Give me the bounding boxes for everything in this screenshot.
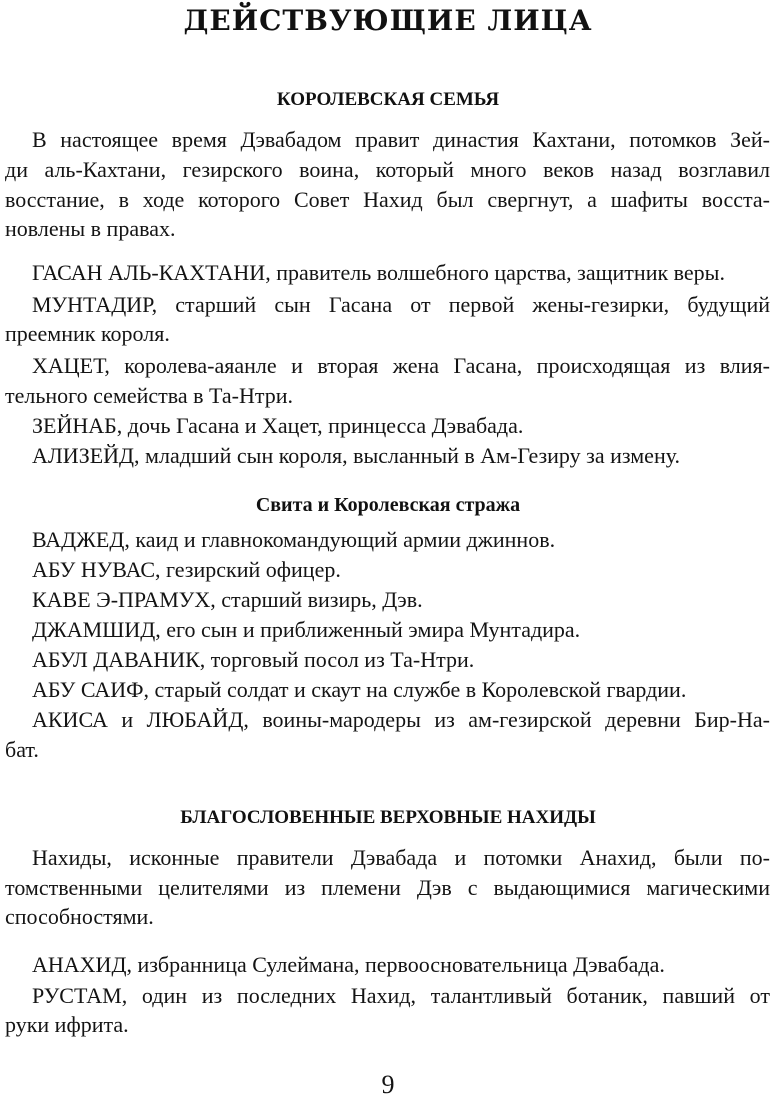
entry-line: руки ифрита. [5,1012,129,1037]
section-heading-royal-family: КОРОЛЕВСКАЯ СЕМЬЯ [276,89,500,110]
section-heading-retinue: Свита и Королевская стража [255,494,521,516]
entry-line: ХАЦЕТ, королева-аяанле и вторая жена Гасана, происходящая из влия- [32,353,770,378]
intro-line: восстание, в ходе которого Совет Нахид был свергнут, а шафиты восста- [5,187,770,212]
entry-line: МУНТАДИР, старший сын Гасана от первой жены-гезирки, будущий [32,292,770,317]
entry-line: АЛИЗЕЙД, младший сын короля, высланный в Ам-Гезиру за измену. [32,443,681,468]
section-heading-nahid: БЛАГОСЛОВЕННЫЕ ВЕРХОВНЫЕ НАХИДЫ [180,807,596,828]
entry-line: тельного семейства в Та-Нтри. [5,383,294,408]
page-title: ДЕЙСТВУЮЩИЕ ЛИЦА [183,4,593,37]
entry-line: АБУ НУВАС, гезирский офицер. [32,557,341,582]
entry-line: АБУЛ ДАВАНИК, торговый посол из Та-Нтри. [32,647,475,672]
intro-line: В настоящее время Дэвабадом правит династия Кахтани, потомков Зей- [32,127,770,152]
entry-line: ГАСАН АЛЬ-КАХТАНИ, правитель волшебного царства, защитник веры. [32,260,725,285]
entry-line: преемник короля. [5,321,170,346]
intro-line: новлены в правах. [5,216,176,241]
entry-line: ЗЕЙНАБ, дочь Гасана и Хацет, принцесса Дэвабада. [32,413,524,438]
entry-line: РУСТАМ, один из последних Нахид, талантливый ботаник, павший от [32,983,770,1008]
intro-line: ди аль-Кахтани, гезирского воина, который много веков назад возглавил [5,157,770,182]
entry-line: ДЖАМШИД, его сын и приближенный эмира Мунтадира. [32,617,581,642]
entry-line: бат. [5,737,39,762]
intro-line: способностями. [5,904,154,929]
intro-line: томственными целителями из племени Дэв с выдающимися магическими [5,875,770,900]
entry-line: АБУ САИФ, старый солдат и скаут на службе в Королевской гвардии. [32,677,687,702]
entry-line: ВАДЖЕД, каид и главнокомандующий армии джиннов. [32,527,556,552]
page-number: 9 [381,1070,395,1099]
entry-line: АКИСА и ЛЮБАЙД, воины-мародеры из ам-гезирской деревни Бир-На- [32,707,770,732]
entry-line: АНАХИД, избранница Сулеймана, первоосновательница Дэвабада. [32,952,665,977]
entry-line: КАВЕ Э-ПРАМУХ, старший визирь, Дэв. [32,587,423,612]
intro-line: Нахиды, исконные правители Дэвабада и потомки Анахид, были по- [32,845,770,870]
